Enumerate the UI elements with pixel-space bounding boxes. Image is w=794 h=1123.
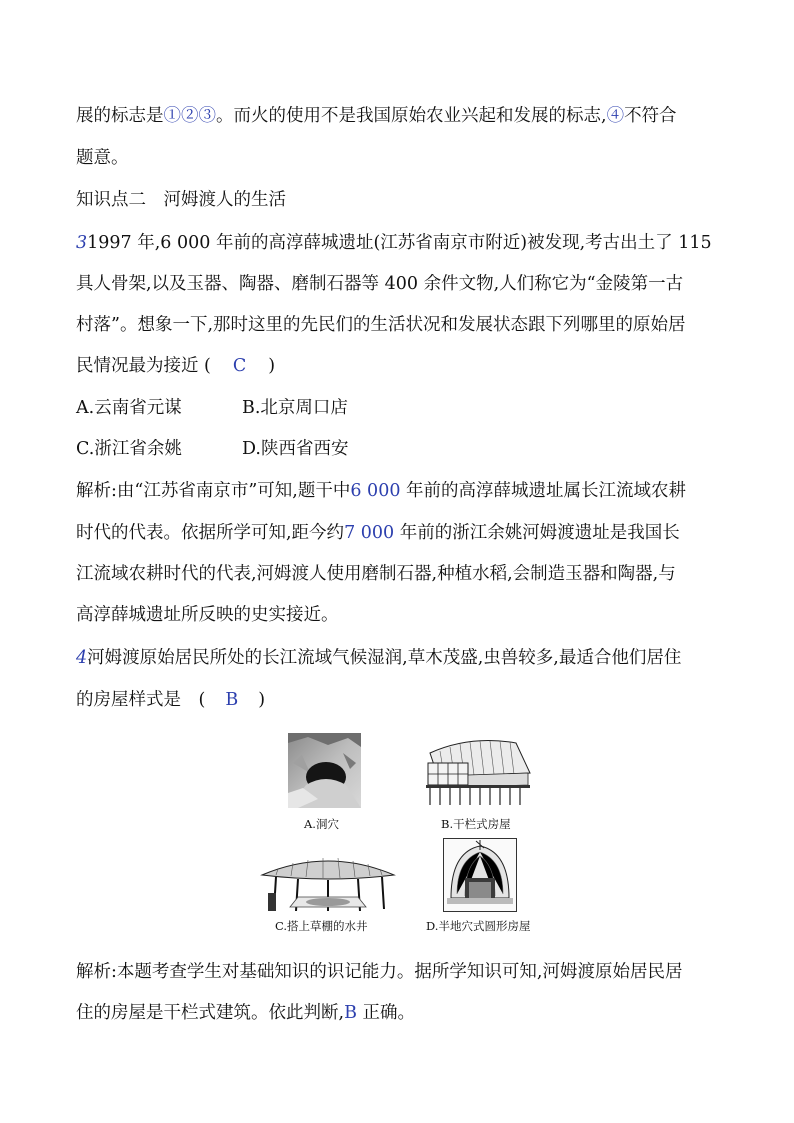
text-line: [76, 354, 275, 378]
round-house-image: [443, 838, 517, 912]
text: 村落”。想象一下,那时这里的先民们的生活状况和发展状态跟下列哪里的原始居: [76, 315, 686, 335]
text: 具人骨架,以及玉器、陶器、磨制石器等 400 余件文物,人们称它为“金陵第一古: [76, 274, 684, 294]
explanation-line: [76, 960, 682, 984]
text: 住的房屋是干栏式建筑。依此判断,: [76, 1003, 345, 1023]
answer-mark: ④: [606, 106, 625, 126]
text: 的房屋样式是 (: [76, 690, 206, 710]
text: 年前的浙江余姚河姆渡遗址是我国长: [394, 523, 680, 543]
text: ): [268, 356, 276, 376]
text: 正确。: [356, 1003, 416, 1023]
option-c: C.浙江省余姚: [76, 439, 182, 459]
explanation-line: [76, 562, 676, 586]
caption-d: D.半地穴式圆形房屋: [426, 919, 531, 933]
cave-image: [288, 733, 361, 808]
number: 6 000: [350, 481, 401, 501]
option-b: B.北京周口店: [242, 398, 348, 418]
well-shed-image: [258, 853, 398, 913]
question-number: 3: [76, 233, 88, 253]
caption-c: C.搭上草棚的水井: [275, 919, 368, 933]
question-number: 4: [76, 648, 88, 668]
caption-b: B.干栏式房屋: [441, 817, 511, 831]
text: ): [258, 690, 266, 710]
text: 解析:本题考查学生对基础知识的识记能力。据所学知识可知,河姆渡原始居民居: [76, 962, 683, 982]
explanation-line: [76, 479, 686, 503]
caption-a: A.洞穴: [304, 817, 339, 831]
answer: B: [225, 690, 239, 710]
text: 。而火的使用不是我国原始农业兴起和发展的标志,: [216, 106, 607, 126]
text: 河姆渡原始居民所处的长江流域气候湿润,草木茂盛,虫兽较多,最适合他们居住: [87, 648, 682, 668]
text-line: [76, 688, 265, 712]
text: 1997 年,6 000 年前的高淳薛城遗址(江苏省南京市附近)被发现,考古出土了 115: [87, 233, 712, 253]
text: 高淳薛城遗址所反映的史实接近。: [76, 605, 339, 625]
explanation-line: [76, 1001, 415, 1025]
stilt-house-image: [420, 733, 532, 809]
text: 年前的高淳薛城遗址属长江流域农耕: [400, 481, 687, 501]
explanation-line: [76, 603, 339, 627]
text: 题意。: [76, 148, 129, 168]
option-a: A.云南省元谋: [76, 398, 182, 418]
number: 7 000: [344, 523, 395, 543]
answer: C: [232, 356, 247, 376]
answer: B: [344, 1003, 357, 1023]
text: 解析:由“江苏省南京市”可知,题干中: [76, 481, 351, 501]
text: 展的标志是: [76, 106, 164, 126]
text-line: [76, 313, 686, 337]
question-4-line: [76, 646, 681, 670]
text-line: [76, 104, 677, 128]
question-3-line: [76, 231, 712, 255]
text: 民情况最为接近 (: [76, 356, 211, 376]
option-d: D.陕西省西安: [242, 439, 349, 459]
section-title: 知识点二 河姆渡人的生活: [76, 190, 286, 210]
answer-marks: ①②③: [163, 106, 216, 126]
text: 时代的代表。依据所学可知,距今约: [76, 523, 345, 543]
explanation-line: [76, 521, 680, 545]
text: 江流域农耕时代的代表,河姆渡人使用磨制石器,种植水稻,会制造玉器和陶器,与: [76, 564, 676, 584]
text-line: [76, 146, 129, 170]
text: 不符合: [624, 106, 677, 126]
text-line: [76, 272, 683, 296]
